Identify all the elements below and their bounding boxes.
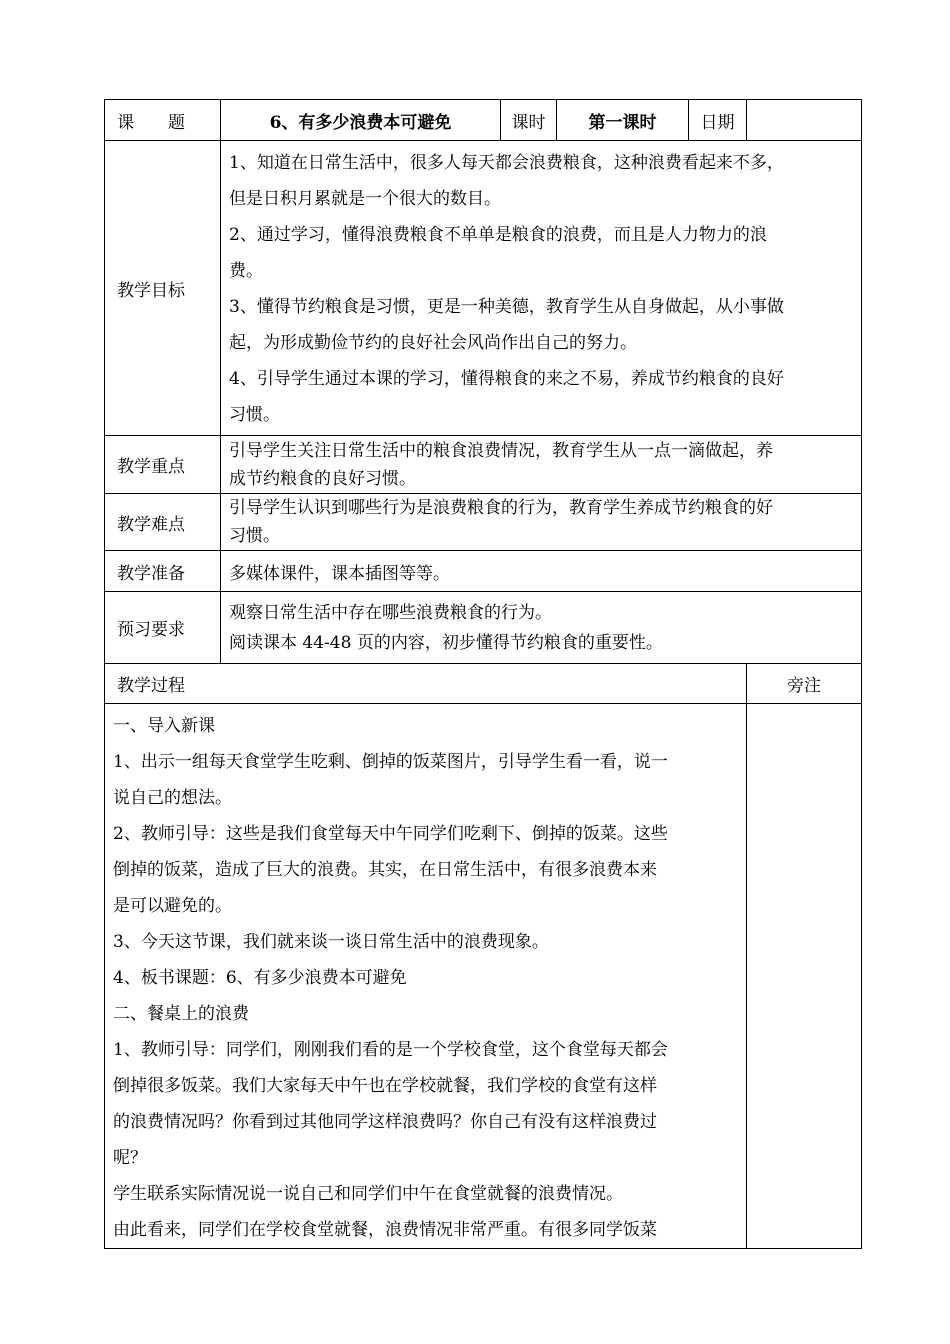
goals-line: 4、引导学生通过本课的学习，懂得粮食的来之不易，养成节约粮食的良好: [229, 369, 784, 389]
preparation-row: [105, 551, 862, 592]
side-notes-cell: [747, 704, 862, 1249]
process-label: 教学过程: [105, 664, 747, 704]
process-line: 由此看来，同学们在学校食堂就餐，浪费情况非常严重。有很多同学饭菜: [113, 1220, 657, 1240]
goals-line: 习惯。: [229, 405, 280, 425]
preview-row: [105, 592, 862, 664]
goals-content: [221, 141, 862, 436]
goals-label: 教学目标: [105, 141, 221, 436]
process-line: 倒掉的饭菜，造成了巨大的浪费。其实，在日常生活中，有很多浪费本来: [113, 860, 657, 880]
process-line: 1、教师引导：同学们，刚刚我们看的是一个学校食堂，这个食堂每天都会: [113, 1040, 668, 1060]
process-line: 说自己的想法。: [113, 788, 232, 808]
preview-content: [221, 592, 862, 664]
process-line: 2、教师引导：这些是我们食堂每天中午同学们吃剩下、倒掉的饭菜。这些: [113, 824, 668, 844]
process-line: 倒掉很多饭菜。我们大家每天中午也在学校就餐，我们学校的食堂有这样: [113, 1076, 657, 1096]
key-points-label: 教学重点: [105, 436, 221, 494]
key-points-row: [105, 436, 862, 494]
process-line: 呢？: [113, 1148, 147, 1168]
preview-line: 阅读课本 44-48 页的内容，初步懂得节约粮食的重要性。: [229, 632, 663, 653]
goals-line: 起，为形成勤俭节约的良好社会风尚作出自己的努力。: [229, 333, 637, 353]
lesson-plan-table: [104, 99, 862, 1249]
difficulties-line: 习惯。: [229, 526, 280, 546]
subject-label: 课 题: [105, 100, 221, 141]
preview-label: 预习要求: [105, 592, 221, 664]
period-label: 课时: [501, 100, 557, 141]
difficulties-content: [221, 494, 862, 551]
process-content: [105, 704, 747, 1249]
difficulties-label: 教学难点: [105, 494, 221, 551]
key-points-line: 引导学生关注日常生活中的粮食浪费情况，教育学生从一点一滴做起，养: [229, 440, 773, 461]
goals-line: 费。: [229, 261, 263, 281]
process-row: [105, 704, 862, 1249]
date-label: 日期: [689, 100, 747, 141]
goals-line: 但是日积月累就是一个很大的数目。: [229, 189, 501, 209]
preparation-content: 多媒体课件，课本插图等等。: [221, 551, 862, 592]
goals-line: 1、知道在日常生活中，很多人每天都会浪费粮食，这种浪费看起来不多，: [229, 153, 784, 173]
key-points-line: 成节约粮食的良好习惯。: [229, 468, 416, 489]
date-value: [747, 100, 862, 141]
lesson-title: 6、有多少浪费本可避免: [221, 100, 501, 141]
header-row: [105, 100, 862, 141]
goals-row: [105, 141, 862, 436]
side-notes-label: 旁注: [747, 664, 862, 704]
preparation-label: 教学准备: [105, 551, 221, 592]
process-line: 4、板书课题：6、有多少浪费本可避免: [113, 968, 407, 988]
goals-line: 2、通过学习，懂得浪费粮食不单单是粮食的浪费，而且是人力物力的浪: [229, 225, 767, 245]
key-points-content: [221, 436, 862, 494]
preview-line: 观察日常生活中存在哪些浪费粮食的行为。: [229, 602, 552, 623]
process-line: 的浪费情况吗？你看到过其他同学这样浪费吗？你自己有没有这样浪费过: [113, 1112, 657, 1132]
process-line: 1、出示一组每天食堂学生吃剩、倒掉的饭菜图片，引导学生看一看，说一: [113, 752, 668, 772]
process-line: 二、餐桌上的浪费: [113, 1004, 249, 1024]
goals-line: 3、懂得节约粮食是习惯，更是一种美德，教育学生从自身做起，从小事做: [229, 297, 784, 317]
difficulties-line: 引导学生认识到哪些行为是浪费粮食的行为，教育学生养成节约粮食的好: [229, 498, 773, 518]
difficulties-row: [105, 494, 862, 551]
process-line: 一、导入新课: [113, 716, 215, 736]
process-line: 学生联系实际情况说一说自己和同学们中午在食堂就餐的浪费情况。: [113, 1184, 623, 1204]
period-value: 第一课时: [557, 100, 689, 141]
process-line: 3、今天这节课，我们就来谈一谈日常生活中的浪费现象。: [113, 932, 549, 952]
process-header-row: [105, 664, 862, 704]
process-line: 是可以避免的。: [113, 896, 232, 916]
